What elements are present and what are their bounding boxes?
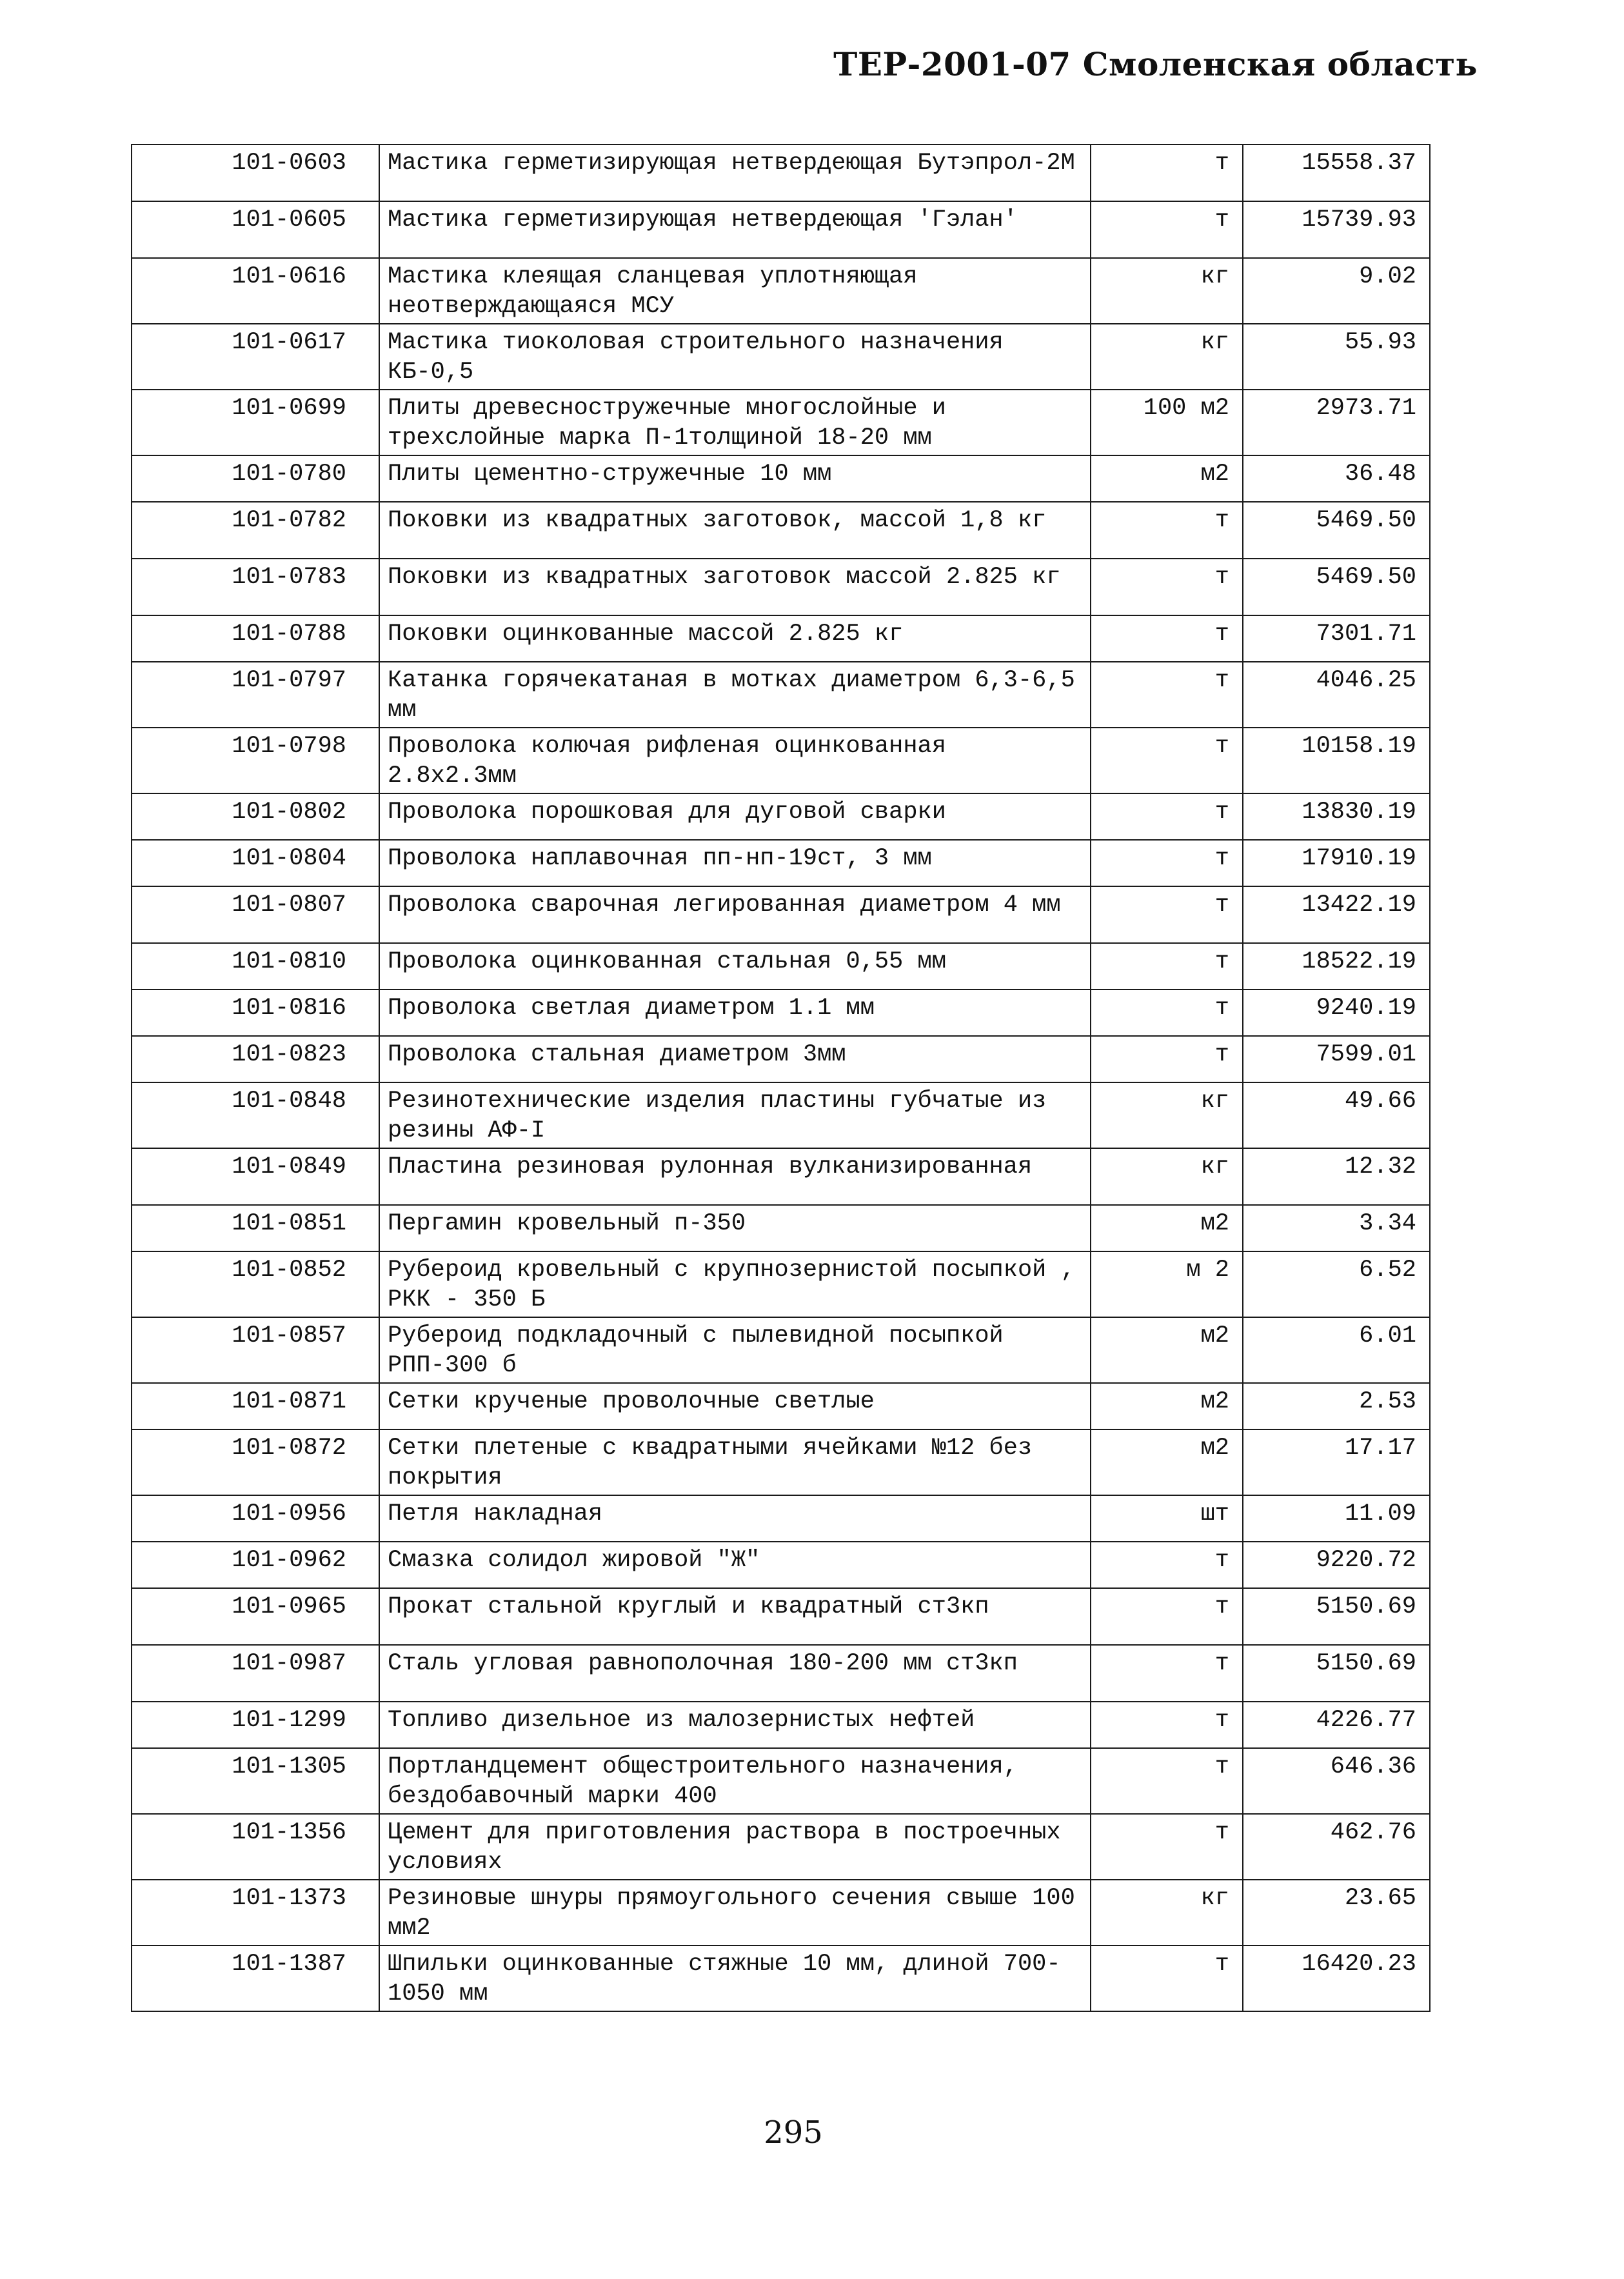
row-unit: шт <box>1091 1495 1243 1542</box>
row-unit: 100 м2 <box>1091 390 1243 455</box>
row-unit: т <box>1091 1036 1243 1082</box>
row-unit: т <box>1091 144 1243 201</box>
row-price: 3.34 <box>1243 1205 1430 1251</box>
row-code: 101-0987 <box>132 1645 379 1702</box>
table-row <box>132 1383 1430 1429</box>
table-row <box>132 1495 1430 1542</box>
row-name: Цемент для приготовления раствора в построечных условиях <box>379 1814 1091 1880</box>
row-price: 4226.77 <box>1243 1702 1430 1748</box>
row-unit: кг <box>1091 258 1243 324</box>
row-unit: м2 <box>1091 1205 1243 1251</box>
table-row <box>132 324 1430 390</box>
row-name: Резиновые шнуры прямоугольного сечения свыше 100 мм2 <box>379 1880 1091 1946</box>
table-row <box>132 840 1430 886</box>
row-code: 101-0605 <box>132 201 379 258</box>
row-code: 101-0699 <box>132 390 379 455</box>
row-unit: т <box>1091 728 1243 793</box>
row-name: Мастика клеящая сланцевая уплотняющая неотверждающаяся МСУ <box>379 258 1091 324</box>
row-unit: т <box>1091 1748 1243 1814</box>
table-row <box>132 258 1430 324</box>
row-unit: кг <box>1091 1082 1243 1148</box>
table-row <box>132 728 1430 793</box>
table-row <box>132 1205 1430 1251</box>
row-unit: т <box>1091 662 1243 728</box>
row-code: 101-0872 <box>132 1429 379 1495</box>
table-row <box>132 943 1430 990</box>
row-price: 462.76 <box>1243 1814 1430 1880</box>
row-name: Проволока сварочная легированная диаметром 4 мм <box>379 886 1091 943</box>
row-code: 101-1305 <box>132 1748 379 1814</box>
table-row <box>132 1748 1430 1814</box>
row-unit: т <box>1091 201 1243 258</box>
page-number: 295 <box>764 2115 823 2151</box>
row-code: 101-0823 <box>132 1036 379 1082</box>
row-name: Топливо дизельное из малозернистых нефтей <box>379 1702 1091 1748</box>
table-row <box>132 390 1430 455</box>
row-code: 101-0798 <box>132 728 379 793</box>
row-name: Проволока наплавочная пп-нп-19ст, 3 мм <box>379 840 1091 886</box>
row-name: Прокат стальной круглый и квадратный ст3кп <box>379 1588 1091 1645</box>
row-price: 5150.69 <box>1243 1588 1430 1645</box>
row-name: Поковки оцинкованные массой 2.825 кг <box>379 615 1091 662</box>
table-row <box>132 455 1430 502</box>
row-price: 17.17 <box>1243 1429 1430 1495</box>
row-price: 49.66 <box>1243 1082 1430 1148</box>
row-unit: т <box>1091 1946 1243 2011</box>
row-price: 6.52 <box>1243 1251 1430 1317</box>
row-name: Проволока колючая рифленая оцинкованная 2.8х2.3мм <box>379 728 1091 793</box>
table-row <box>132 1880 1430 1946</box>
row-name: Проволока оцинкованная стальная 0,55 мм <box>379 943 1091 990</box>
row-name: Сетки крученые проволочные светлые <box>379 1383 1091 1429</box>
row-unit: м2 <box>1091 1317 1243 1383</box>
row-price: 17910.19 <box>1243 840 1430 886</box>
price-table-body <box>132 144 1430 2011</box>
row-unit: кг <box>1091 1148 1243 1205</box>
row-price: 9240.19 <box>1243 990 1430 1036</box>
row-name: Мастика герметизирующая нетвердеющая 'Гэлан' <box>379 201 1091 258</box>
table-row <box>132 1317 1430 1383</box>
table-row <box>132 615 1430 662</box>
table-row <box>132 886 1430 943</box>
row-name: Проволока стальная диаметром 3мм <box>379 1036 1091 1082</box>
row-code: 101-1299 <box>132 1702 379 1748</box>
row-code: 101-0965 <box>132 1588 379 1645</box>
row-code: 101-0783 <box>132 559 379 615</box>
row-unit: т <box>1091 559 1243 615</box>
row-price: 55.93 <box>1243 324 1430 390</box>
row-name: Шпильки оцинкованные стяжные 10 мм, длиной 700-1050 мм <box>379 1946 1091 2011</box>
row-name: Поковки из квадратных заготовок массой 2.825 кг <box>379 559 1091 615</box>
row-name: Плиты древесностружечные многослойные и трехслойные марка П-1толщиной 18-20 мм <box>379 390 1091 455</box>
row-price: 2973.71 <box>1243 390 1430 455</box>
table-row <box>132 793 1430 840</box>
row-unit: кг <box>1091 324 1243 390</box>
row-name: Петля накладная <box>379 1495 1091 1542</box>
row-name: Портландцемент общестроительного назначения, бездобавочный марки 400 <box>379 1748 1091 1814</box>
row-price: 13830.19 <box>1243 793 1430 840</box>
row-name: Плиты цементно-стружечные 10 мм <box>379 455 1091 502</box>
row-unit: м2 <box>1091 1383 1243 1429</box>
row-price: 16420.23 <box>1243 1946 1430 2011</box>
row-code: 101-0797 <box>132 662 379 728</box>
row-price: 15558.37 <box>1243 144 1430 201</box>
row-name: Сталь угловая равнополочная 180-200 мм ст3кп <box>379 1645 1091 1702</box>
table-row <box>132 144 1430 201</box>
row-unit: т <box>1091 1542 1243 1588</box>
row-price: 10158.19 <box>1243 728 1430 793</box>
row-name: Катанка горячекатаная в мотках диаметром 6,3-6,5 мм <box>379 662 1091 728</box>
row-code: 101-0810 <box>132 943 379 990</box>
row-unit: т <box>1091 1588 1243 1645</box>
row-unit: т <box>1091 615 1243 662</box>
row-price: 7301.71 <box>1243 615 1430 662</box>
row-price: 7599.01 <box>1243 1036 1430 1082</box>
row-price: 15739.93 <box>1243 201 1430 258</box>
row-code: 101-0849 <box>132 1148 379 1205</box>
row-code: 101-0782 <box>132 502 379 559</box>
row-unit: т <box>1091 990 1243 1036</box>
row-unit: кг <box>1091 1880 1243 1946</box>
row-unit: м2 <box>1091 1429 1243 1495</box>
row-price: 5469.50 <box>1243 559 1430 615</box>
price-table <box>131 144 1431 2012</box>
row-unit: т <box>1091 502 1243 559</box>
table-row <box>132 1036 1430 1082</box>
row-code: 101-0802 <box>132 793 379 840</box>
table-row <box>132 1251 1430 1317</box>
row-unit: т <box>1091 1814 1243 1880</box>
row-code: 101-0848 <box>132 1082 379 1148</box>
row-price: 23.65 <box>1243 1880 1430 1946</box>
row-unit: т <box>1091 886 1243 943</box>
row-name: Поковки из квадратных заготовок, массой 1,8 кг <box>379 502 1091 559</box>
row-code: 101-0962 <box>132 1542 379 1588</box>
row-unit: т <box>1091 840 1243 886</box>
row-name: Мастика герметизирующая нетвердеющая Бутэпрол-2М <box>379 144 1091 201</box>
row-name: Мастика тиоколовая строительного назначения КБ-0,5 <box>379 324 1091 390</box>
row-code: 101-0956 <box>132 1495 379 1542</box>
row-code: 101-0852 <box>132 1251 379 1317</box>
table-row <box>132 1645 1430 1702</box>
row-code: 101-0857 <box>132 1317 379 1383</box>
table-row <box>132 1429 1430 1495</box>
row-price: 6.01 <box>1243 1317 1430 1383</box>
row-code: 101-0788 <box>132 615 379 662</box>
row-price: 646.36 <box>1243 1748 1430 1814</box>
row-code: 101-0617 <box>132 324 379 390</box>
row-code: 101-0603 <box>132 144 379 201</box>
table-row <box>132 1588 1430 1645</box>
table-row <box>132 1814 1430 1880</box>
row-price: 5150.69 <box>1243 1645 1430 1702</box>
row-price: 36.48 <box>1243 455 1430 502</box>
row-name: Рубероид подкладочный с пылевидной посыпкой РПП-300 б <box>379 1317 1091 1383</box>
row-name: Сетки плетеные с квадратными ячейками №12 без покрытия <box>379 1429 1091 1495</box>
row-name: Проволока порошковая для дуговой сварки <box>379 793 1091 840</box>
row-code: 101-0871 <box>132 1383 379 1429</box>
row-code: 101-0816 <box>132 990 379 1036</box>
row-name: Рубероид кровельный с крупнозернистой посыпкой , РКК - 350 Б <box>379 1251 1091 1317</box>
page-header-title: ТЕР-2001-07 Смоленская область <box>833 45 1478 83</box>
row-name: Пергамин кровельный п-350 <box>379 1205 1091 1251</box>
row-code: 101-0804 <box>132 840 379 886</box>
table-row <box>132 1542 1430 1588</box>
row-unit: т <box>1091 943 1243 990</box>
row-price: 18522.19 <box>1243 943 1430 990</box>
table-row <box>132 1148 1430 1205</box>
row-unit: т <box>1091 1645 1243 1702</box>
row-price: 12.32 <box>1243 1148 1430 1205</box>
row-price: 13422.19 <box>1243 886 1430 943</box>
row-name: Пластина резиновая рулонная вулканизированная <box>379 1148 1091 1205</box>
row-price: 5469.50 <box>1243 502 1430 559</box>
table-row <box>132 1702 1430 1748</box>
row-price: 2.53 <box>1243 1383 1430 1429</box>
row-code: 101-0807 <box>132 886 379 943</box>
row-code: 101-0616 <box>132 258 379 324</box>
table-row <box>132 502 1430 559</box>
row-code: 101-0851 <box>132 1205 379 1251</box>
row-unit: т <box>1091 1702 1243 1748</box>
table-row <box>132 201 1430 258</box>
table-row <box>132 662 1430 728</box>
row-code: 101-1356 <box>132 1814 379 1880</box>
table-row <box>132 1082 1430 1148</box>
row-name: Смазка солидол жировой "Ж" <box>379 1542 1091 1588</box>
row-price: 9.02 <box>1243 258 1430 324</box>
row-unit: м 2 <box>1091 1251 1243 1317</box>
row-unit: т <box>1091 793 1243 840</box>
row-name: Проволока светлая диаметром 1.1 мм <box>379 990 1091 1036</box>
table-row <box>132 559 1430 615</box>
row-price: 11.09 <box>1243 1495 1430 1542</box>
row-code: 101-0780 <box>132 455 379 502</box>
row-price: 4046.25 <box>1243 662 1430 728</box>
table-row <box>132 990 1430 1036</box>
row-unit: м2 <box>1091 455 1243 502</box>
row-code: 101-1373 <box>132 1880 379 1946</box>
row-name: Резинотехнические изделия пластины губчатые из резины АФ-I <box>379 1082 1091 1148</box>
table-row <box>132 1946 1430 2011</box>
row-code: 101-1387 <box>132 1946 379 2011</box>
row-price: 9220.72 <box>1243 1542 1430 1588</box>
